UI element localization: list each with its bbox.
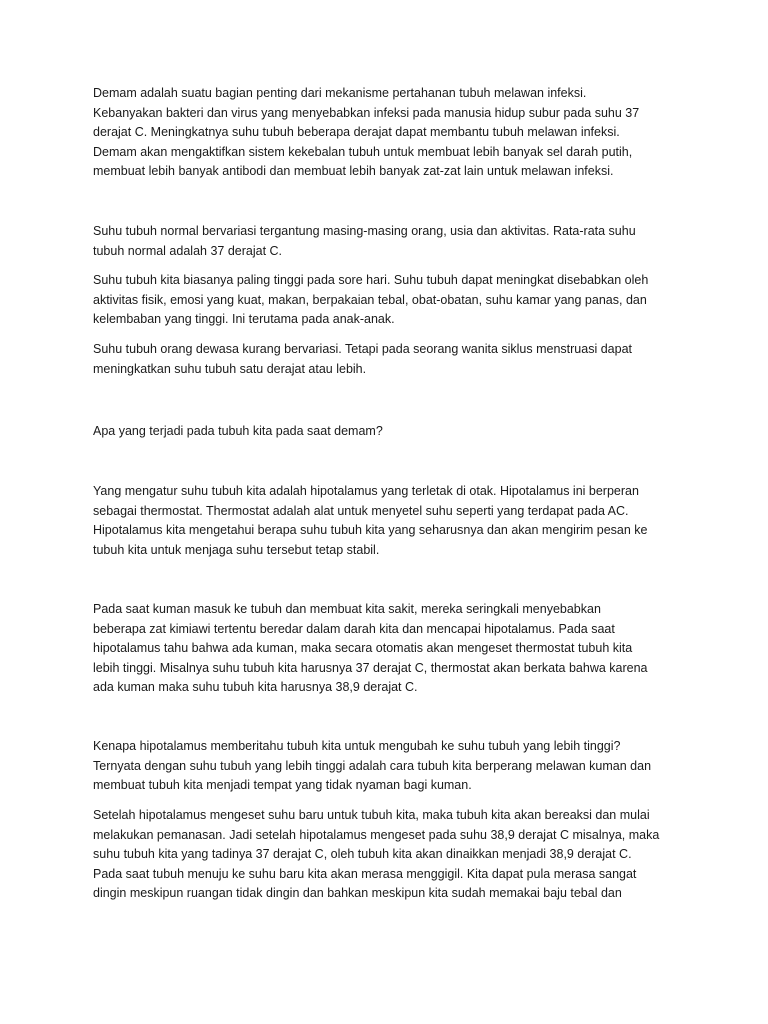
- text-line: suhu tubuh kita yang tadinya 37 derajat C, oleh tubuh kita akan dinaikkan menjadi 38,9 derajat C.: [93, 847, 632, 861]
- paragraph-7: [93, 737, 683, 796]
- text-line: meningkatkan suhu tubuh satu derajat atau lebih.: [93, 361, 367, 376]
- text-line: aktivitas fisik, emosi yang kuat, makan, berpakaian tebal, obat-obatan, suhu kamar yang panas, dan: [93, 292, 647, 307]
- text-line: Kenapa hipotalamus memberitahu tubuh kita untuk mengubah ke suhu tubuh yang lebih tinggi?: [93, 739, 621, 753]
- text-line: Ternyata dengan suhu tubuh yang lebih tinggi adalah cara tubuh kita berperang melawan kuman dan: [93, 758, 652, 773]
- paragraph-8: [93, 806, 683, 904]
- text-line: Demam adalah suatu bagian penting dari mekanisme pertahanan tubuh melawan infeksi.: [93, 86, 587, 100]
- text-line: ada kuman maka suhu tubuh kita harusnya 38,9 derajat C.: [93, 680, 418, 694]
- paragraph-6: [93, 600, 683, 698]
- paragraph-4: [93, 340, 683, 379]
- text-line: sebagai thermostat. Thermostat adalah alat untuk menyetel suhu seperti yang terdapat pada AC.: [93, 503, 629, 518]
- text-line: Suhu tubuh orang dewasa kurang bervariasi. Tetapi pada seorang wanita siklus menstruasi dapat: [93, 342, 632, 356]
- text-line: membuat lebih banyak antibodi dan membuat lebih banyak zat-zat lain untuk melawan infeksi.: [93, 164, 614, 178]
- text-line: derajat C. Meningkatnya suhu tubuh beberapa derajat dapat membantu tubuh melawan infeksi.: [93, 125, 620, 139]
- text-line: beberapa zat kimiawi tertentu beredar dalam darah kita dan mencapai hipotalamus. Pada saat: [93, 621, 615, 636]
- text-line: tubuh normal adalah 37 derajat C.: [93, 243, 283, 258]
- text-line: Hipotalamus kita mengetahui berapa suhu tubuh kita yang seharusnya dan akan mengirim pesan ke: [93, 523, 648, 537]
- text-line: Setelah hipotalamus mengeset suhu baru untuk tubuh kita, maka tubuh kita akan bereaksi dan mulai: [93, 808, 650, 822]
- section-question: [93, 422, 683, 442]
- text-line: lebih tinggi. Misalnya suhu tubuh kita harusnya 37 derajat C, thermostat akan berkata bahwa karena: [93, 660, 648, 675]
- text-line: melakukan pemanasan. Jadi setelah hipotalamus mengeset pada suhu 38,9 derajat C misalnya, maka: [93, 827, 660, 842]
- text-line: Demam akan mengaktifkan sistem kekebalan tubuh untuk membuat lebih banyak sel darah putih,: [93, 144, 633, 159]
- text-line: Suhu tubuh normal bervariasi tergantung masing-masing orang, usia dan aktivitas. Rata-rata suhu: [93, 224, 636, 238]
- text-line: kelembaban yang tinggi. Ini terutama pada anak-anak.: [93, 312, 395, 326]
- text-line: Yang mengatur suhu tubuh kita adalah hipotalamus yang terletak di otak. Hipotalamus ini berperan: [93, 484, 639, 498]
- text-line: Suhu tubuh kita biasanya paling tinggi pada sore hari. Suhu tubuh dapat meningkat disebabkan oleh: [93, 273, 649, 287]
- paragraph-3: [93, 271, 683, 330]
- text-line: Pada saat kuman masuk ke tubuh dan membuat kita sakit, mereka seringkali menyebabkan: [93, 602, 601, 616]
- text-line: membuat tubuh kita menjadi tempat yang tidak nyaman bagi kuman.: [93, 778, 472, 792]
- paragraph-1: [93, 84, 683, 182]
- paragraph-5: [93, 482, 683, 560]
- text-line: dingin meskipun ruangan tidak dingin dan bahkan meskipun kita sudah memakai baju tebal dan: [93, 886, 622, 900]
- paragraph-2: [93, 222, 683, 261]
- text-line: Kebanyakan bakteri dan virus yang menyebabkan infeksi pada manusia hidup subur pada suhu 37: [93, 105, 640, 120]
- text-line: Apa yang terjadi pada tubuh kita pada saat demam?: [93, 424, 383, 438]
- text-line: Pada saat tubuh menuju ke suhu baru kita akan merasa menggigil. Kita dapat pula merasa sangat: [93, 866, 637, 881]
- text-line: tubuh kita untuk menjaga suhu tersebut tetap stabil.: [93, 542, 380, 557]
- text-line: hipotalamus tahu bahwa ada kuman, maka secara otomatis akan mengeset thermostat tubuh kita: [93, 641, 633, 655]
